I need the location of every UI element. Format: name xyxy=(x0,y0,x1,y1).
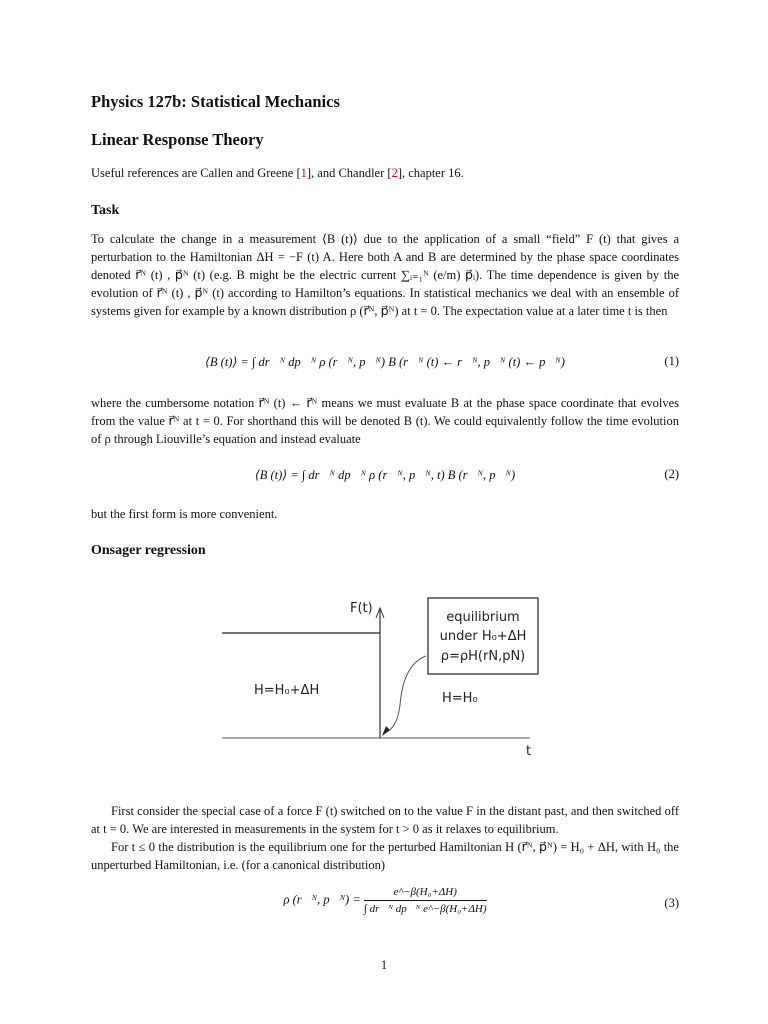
force-axis-label: F(t) xyxy=(350,601,373,616)
equation-3-number: (3) xyxy=(664,896,679,910)
intro-text-after: ], chapter 16. xyxy=(397,166,464,180)
task-heading: Task xyxy=(91,203,120,218)
equation-3-expression xyxy=(91,886,679,915)
equation-3-numerator: e^−β(H₀+ΔH) xyxy=(364,886,487,901)
intro-text-mid: ], and Chandler [ xyxy=(306,166,392,180)
onsager-regression-figure xyxy=(210,590,560,765)
perturbed-hamiltonian-label: H=H₀+ΔH xyxy=(254,683,320,698)
equation-3 xyxy=(91,882,679,922)
onsager-paragraph-2: For t ≤ 0 the distribution is the equilibrium one for the perturbed Hamiltonian H (r⃗ᴺ, p⃗ᴺ) = H₀ + ΔH, with H₀ the unperturbed Hamiltonian, i.e. (for a canonical distribution) xyxy=(91,840,679,872)
reference-link-2[interactable]: 2 xyxy=(391,166,398,180)
equation-2 xyxy=(91,467,679,493)
equation-2-expression: ⟨B (t)⟩ = ∫ dr⃗ᴺ dp⃗ᴺ ρ (r⃗ᴺ, p⃗ᴺ, t) B (r⃗ᴺ, p⃗ᴺ) xyxy=(254,468,516,482)
relaxation-curve xyxy=(386,656,426,732)
time-axis-label: t xyxy=(526,744,532,759)
intro-paragraph xyxy=(91,164,679,182)
equation-3-fraction xyxy=(364,886,487,915)
onsager-heading: Onsager regression xyxy=(91,543,206,558)
task-paragraph-1: To calculate the change in a measurement ⟨B (t)⟩ due to the application of a small “field” F (t) that gives a perturbation to the Hamiltonian ΔH = −F (t) A. Here both A and B are determined by the phase space coordinates denoted r⃗ᴺ (t) , p⃗ᴺ (t) (e.g. B might be the electric current ∑ᵢ₌₁ᴺ (e/m) p⃗ᵢ). The time dependence is given by the evolution of r⃗ᴺ (t) , p⃗ᴺ (t) according to Hamilton’s equations. In statistical mechanics we deal with an ensemble of systems given for example by a known distribution ρ (r⃗ᴺ, p⃗ᴺ) at t = 0. The expectation value at a later time t is then xyxy=(91,232,679,318)
equation-2-number: (2) xyxy=(664,467,679,481)
unperturbed-hamiltonian-label: H=H₀ xyxy=(442,691,478,706)
equation-3-lhs: ρ (r⃗ᴺ, p⃗ᴺ) = xyxy=(283,892,361,907)
page-number: 1 xyxy=(380,958,388,972)
box-line-2: under H₀+ΔH xyxy=(439,629,527,644)
task-paragraph-2: where the cumbersome notation r⃗ᴺ (t) ← r⃗ᴺ means we must evaluate B at the phase space coordinate that evolves from the value r⃗ᴺ at t = 0. For shorthand this will be denoted B (t). We could equivalently follow the time evolution of ρ through Liouville’s equation and instead evaluate xyxy=(91,396,679,446)
equation-1-expression: ⟨B (t)⟩ = ∫ dr⃗ᴺ dp⃗ᴺ ρ (r⃗ᴺ, p⃗ᴺ) B (r⃗ᴺ (t) ← r⃗ᴺ, p⃗ᴺ (t) ← p⃗ᴺ) xyxy=(205,355,565,369)
reference-link-1[interactable]: 1 xyxy=(300,166,307,180)
equation-3-denominator: ∫ dr⃗ᴺ dp⃗ᴺ e^−β(H₀+ΔH) xyxy=(363,903,487,915)
equation-1 xyxy=(91,354,679,380)
course-title: Physics 127b: Statistical Mechanics xyxy=(91,92,340,111)
box-line-3: ρ=ρH(rN,pN) xyxy=(440,649,526,664)
onsager-paragraph-1: First consider the special case of a force F (t) switched on to the value F in the distant past, and then switched off at t = 0. We are interested in measurements in the system for t > 0 as it relaxes to equilibrium. xyxy=(91,804,679,836)
equation-1-number: (1) xyxy=(664,354,679,368)
task-paragraph-3: but the first form is more convenient. xyxy=(91,507,278,521)
topic-title: Linear Response Theory xyxy=(91,130,264,149)
box-line-1: equilibrium xyxy=(446,610,520,625)
intro-text-before: Useful references are Callen and Greene [ xyxy=(91,166,301,180)
